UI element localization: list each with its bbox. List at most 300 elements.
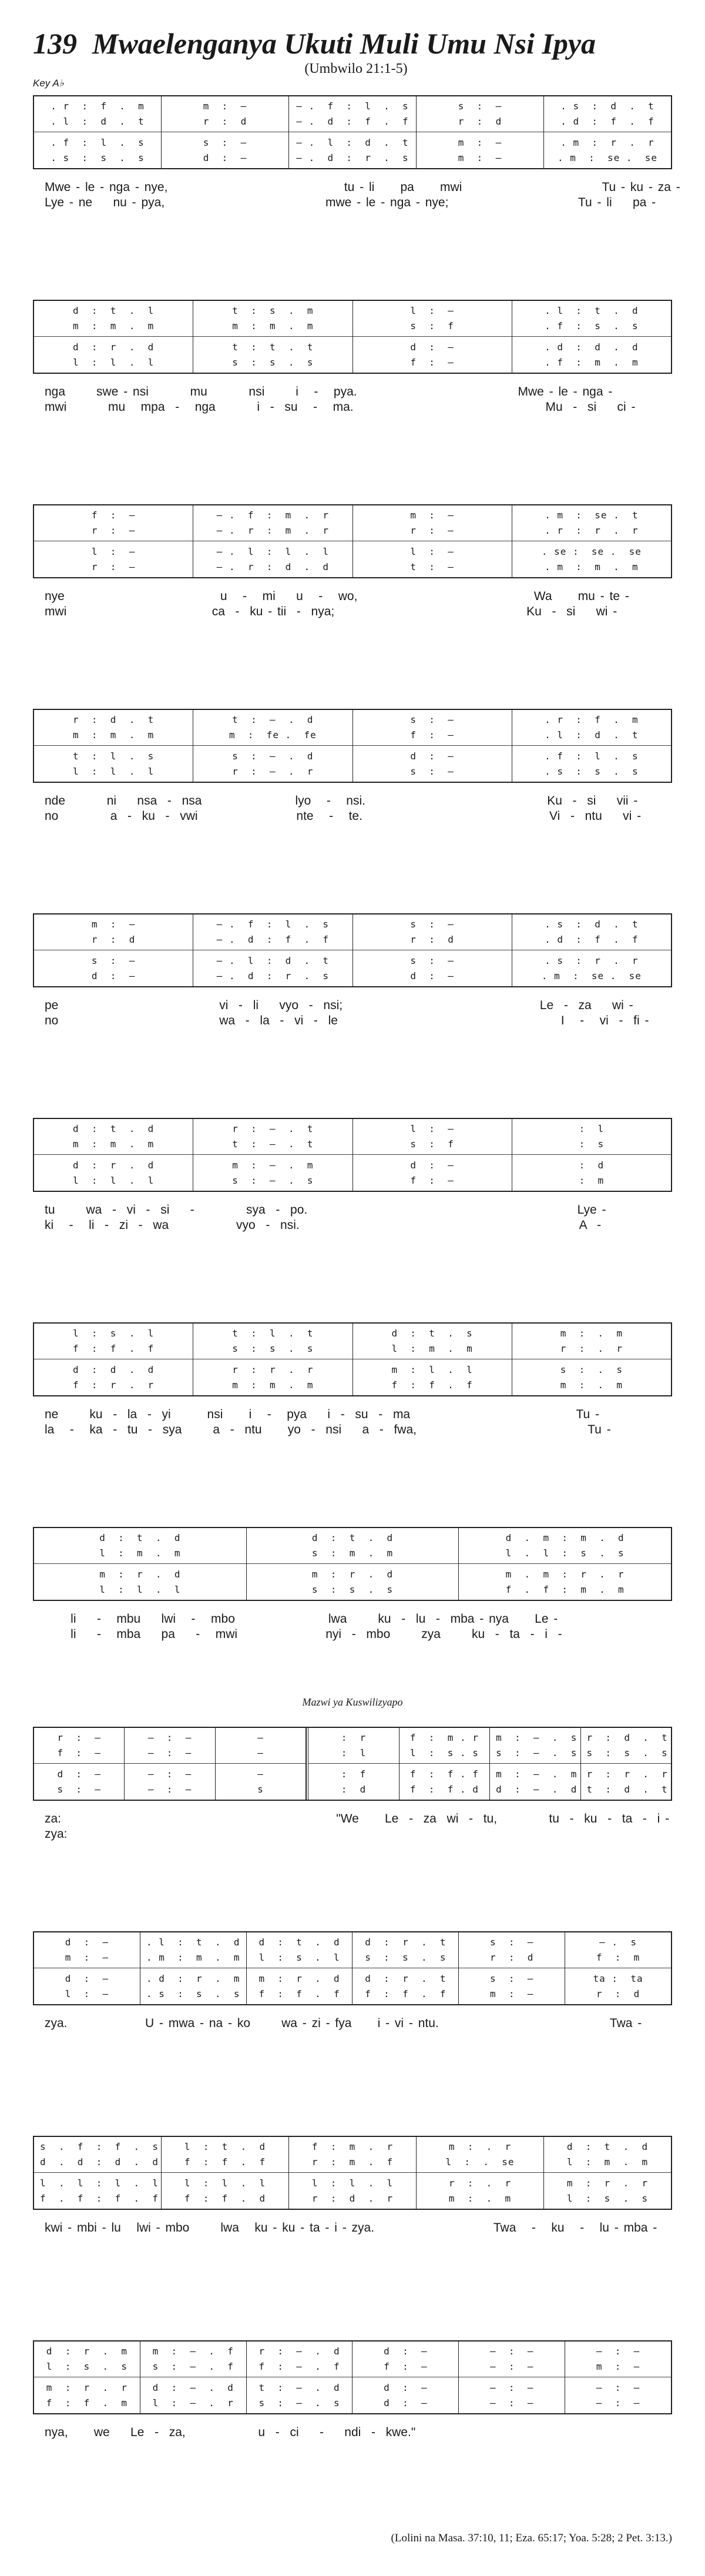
scripture-reference: (Umbwilo 21:1-5) [304, 61, 408, 76]
lyric-line: li - mbu lwi - mbo lwa ku - lu - mba - nya Le - [45, 1612, 558, 1626]
solfa-notes: — : — [147, 1784, 192, 1795]
measure [353, 301, 512, 373]
stave-divider [289, 2172, 416, 2173]
solfa-notes: d : – . d [152, 2382, 234, 2393]
score-system [33, 95, 680, 210]
solfa-notes: s : – . s [232, 1175, 314, 1186]
solfa-notes: s : m . m [311, 1547, 394, 1559]
solfa-notes: : m [579, 1175, 605, 1186]
lyric-line: Mwe - le - nga - nye, tu - li pa mwi Tu - ku - za - [45, 180, 680, 194]
score-system [33, 2136, 672, 2236]
solfa-notes: f : f . d [184, 2193, 266, 2204]
measure [400, 1728, 490, 1800]
measure [34, 1728, 125, 1800]
solfa-notes: — : — [596, 2346, 640, 2357]
solfa-notes: m : — [65, 1952, 109, 1963]
stave-divider [353, 745, 512, 746]
solfa-notes: s : – . d [232, 751, 314, 762]
solfa-notes: . d : f . f [545, 934, 639, 945]
solfa-notes: s : — [410, 919, 454, 930]
solfa-notes: d : t . d [258, 1937, 340, 1948]
solfa-notes: d : t . s [391, 1328, 473, 1339]
solfa-notes: r : d . t [73, 714, 155, 725]
solfa-notes: – . d : f . f [216, 934, 330, 945]
solfa-notes: . d : f . f [560, 116, 654, 127]
stave-divider [400, 1763, 489, 1764]
solfa-notes: m : r . d [311, 1569, 394, 1580]
solfa-notes: r : — [91, 525, 136, 536]
solfa-notes: d : — [410, 1160, 454, 1171]
stave-divider [125, 1763, 214, 1764]
solfa-notes: s : s . s [586, 1747, 668, 1758]
solfa-notes: m : . r [448, 2141, 512, 2152]
solfa-notes: m : l . l [391, 1364, 473, 1375]
solfa-notes: r : — [57, 1732, 101, 1743]
solfa-notes: l : m . m [566, 2156, 649, 2168]
solfa-notes: f : f . f [258, 1988, 340, 1999]
solfa-notes: . s : r . r [545, 955, 639, 966]
solfa-notes: r : d [596, 1988, 640, 1999]
solfa-notes: l : l . l [311, 2178, 394, 2189]
solfa-notes: d : r . t [365, 1937, 446, 1948]
solfa-notes: l : s . s [566, 2193, 649, 2204]
solfa-notes: — : — [596, 2382, 640, 2393]
lyric-line: mwi mu mpa - nga i - su - ma. Mu - si ci - [45, 400, 636, 414]
measure [34, 1528, 247, 1600]
solfa-notes: l : — [410, 546, 454, 557]
lyric-line: no wa - la - vi - le I - vi - fi - [45, 1014, 649, 1027]
solfa-notes: d . m : m . d [505, 1532, 625, 1543]
solfa-notes: m : m . m [232, 320, 314, 331]
score-system [33, 504, 672, 619]
measure [544, 96, 671, 168]
solfa-notes: r : d [91, 934, 136, 945]
solfa-notes: . m : se . t [545, 510, 639, 521]
solfa-notes: — : — [490, 2397, 534, 2408]
solfa-notes: d : r . t [365, 1973, 446, 1984]
solfa-notes: – . r : d . d [216, 561, 330, 572]
measure [459, 2341, 565, 2413]
lyric-line: Lye - ne nu - pya, mwe - le - nga - nye; Tu - li pa - [45, 196, 656, 209]
measure [512, 710, 671, 782]
solfa-notes: l : — [410, 1123, 454, 1134]
solfa-notes: m : m . m [73, 729, 155, 741]
solfa-notes: — : — [490, 2361, 534, 2372]
measure [162, 2137, 289, 2209]
solfa-notes: . m : se . se [541, 970, 642, 982]
solfa-notes: m : r . r [566, 2178, 649, 2189]
solfa-notes: s : s . s [311, 1584, 394, 1595]
stave-divider [162, 2172, 288, 2173]
solfa-notes: . s : s . s [146, 1988, 240, 1999]
measure [193, 505, 352, 577]
solfa-notes: m : – . f [152, 2346, 234, 2357]
solfa-notes: l : l . l [73, 357, 155, 368]
stave-divider [34, 1563, 246, 1564]
stave-divider [417, 2172, 543, 2173]
measure [565, 1932, 671, 2004]
stave-divider [34, 1763, 124, 1764]
solfa-notes: s : – . s [496, 1747, 578, 1758]
solfa-notes: f : m [596, 1952, 640, 1963]
score-system [33, 1727, 672, 1842]
solfa-notes: — [257, 1747, 264, 1758]
solfa-notes: f . f : f . f [40, 2193, 159, 2204]
solfa-notes: t : l . t [232, 1328, 314, 1339]
solfa-notes: d : – . d [496, 1784, 578, 1795]
stave-divider [512, 1154, 671, 1155]
solfa-notes: f . f : m . m [505, 1584, 625, 1595]
solfa-notes: t : – . t [232, 1138, 314, 1150]
solfa-notes: f : — [410, 729, 454, 741]
solfa-notes: – . f : l . s [216, 919, 330, 930]
measure [289, 96, 417, 168]
solfa-notes: t : t . t [232, 341, 314, 353]
stave-divider [34, 2172, 161, 2173]
measure [353, 1324, 512, 1395]
solfa-notes: f : – . f [258, 2361, 340, 2372]
solfa-notes: m : r . d [258, 1973, 340, 1984]
solfa-notes: . m : m . m [146, 1952, 240, 1963]
measure [565, 2341, 671, 2413]
solfa-notes: . l : t . d [146, 1937, 240, 1948]
measure [353, 710, 512, 782]
solfa-notes: r : d [203, 116, 247, 127]
measure [193, 1324, 352, 1395]
solfa-notes: . se : se . se [541, 546, 642, 557]
solfa-notes: l : l . l [73, 1175, 155, 1186]
solfa-notes: f : — [384, 2361, 428, 2372]
solfa-notes: m : r . d [99, 1569, 181, 1580]
staff-block [33, 300, 672, 374]
staff-block [33, 1931, 672, 2005]
solfa-notes: l : l . l [73, 766, 155, 777]
solfa-notes: . r : f . m [51, 101, 145, 112]
solfa-notes: l : l . l [99, 1584, 181, 1595]
measure [193, 915, 352, 986]
solfa-notes: d : r . d [73, 1160, 155, 1171]
solfa-notes: — : — [596, 2397, 640, 2408]
hymn-number: 139 [33, 27, 77, 60]
lyric-line: kwi - mbi - lu lwi - mbo lwa ku - ku - ta - i - zya. Twa - ku - lu - mba - [45, 2221, 657, 2235]
measure [417, 2137, 544, 2209]
solfa-notes: . f : l . s [51, 137, 145, 148]
solfa-notes: l : — [65, 1988, 109, 1999]
measure [512, 915, 671, 986]
measure [162, 96, 289, 168]
measure [34, 710, 193, 782]
solfa-notes: l : t . d [184, 2141, 266, 2152]
solfa-notes: t : l . s [73, 751, 155, 762]
solfa-notes: r : — [410, 525, 454, 536]
score-system [33, 2340, 672, 2440]
stave-divider [34, 1154, 193, 1155]
measure [34, 1324, 193, 1395]
measure [417, 96, 544, 168]
measure [140, 1932, 247, 2004]
solfa-notes: – . d : r . s [296, 152, 409, 163]
solfa-notes: s : s . s [365, 1952, 446, 1963]
solfa-notes: : r [341, 1732, 367, 1743]
solfa-notes: . r : f . m [545, 714, 639, 725]
solfa-notes: l : . se [445, 2156, 515, 2168]
solfa-notes: d : t . d [99, 1532, 181, 1543]
staff-block [33, 913, 672, 987]
solfa-notes: m : r . r [46, 2382, 128, 2393]
solfa-notes: r : — [91, 561, 136, 572]
measure [353, 1119, 512, 1191]
solfa-notes: l : s . s [46, 2361, 128, 2372]
staff-block [33, 2136, 672, 2210]
solfa-notes: s . f : f . s [40, 2141, 159, 2152]
solfa-notes: f : f . f [409, 1768, 479, 1780]
measure [34, 1119, 193, 1191]
lyric-line: nya, we Le - za, u - ci - ndi - kwe." [45, 2426, 416, 2439]
lyric-line: li - mba pa - mwi nyi - mbo zya ku - ta - i - [45, 1627, 562, 1641]
solfa-notes: – . s [599, 1937, 637, 1948]
solfa-notes: f : — [410, 357, 454, 368]
staff-block [33, 1527, 672, 1601]
measure [34, 505, 193, 577]
solfa-notes: t : s . m [232, 305, 314, 316]
lyric-line: mwi ca - ku - tii - nya; Ku - si wi - [45, 605, 617, 618]
solfa-notes: . f : s . s [545, 320, 639, 331]
solfa-notes: : f [341, 1768, 367, 1780]
solfa-notes: d : — [65, 1937, 109, 1948]
solfa-notes: : s [579, 1138, 605, 1150]
solfa-notes: l : s . l [258, 1952, 340, 1963]
solfa-notes: s : — [490, 1937, 534, 1948]
solfa-notes: — [257, 1732, 264, 1743]
solfa-notes: s : — [57, 1784, 101, 1795]
solfa-notes: r : – . t [232, 1123, 314, 1134]
solfa-notes: s : — [410, 766, 454, 777]
key-signature: Key A♭ [33, 78, 64, 89]
solfa-notes: r : d [490, 1952, 534, 1963]
solfa-notes: s : — [410, 955, 454, 966]
solfa-notes: . s : d . t [545, 919, 639, 930]
solfa-notes: d : d . d [73, 1364, 155, 1375]
solfa-notes: – . l : l . l [216, 546, 330, 557]
stave-divider [247, 1563, 459, 1564]
solfa-notes: – . l : d . t [216, 955, 330, 966]
solfa-notes: : l [579, 1123, 605, 1134]
solfa-notes: . r : r . r [545, 525, 639, 536]
lyric-line: za: "We Le - za wi - tu, tu - ku - ta - i - [45, 1812, 670, 1825]
refrain-label: Mazwi ya Kuswilizyapo [302, 1696, 403, 1708]
stave-divider [193, 1154, 352, 1155]
score-system [33, 1322, 672, 1438]
hymn-header [33, 26, 679, 76]
solfa-notes: f : m . r [409, 1732, 479, 1743]
solfa-notes: t : d . t [586, 1784, 668, 1795]
solfa-notes: d : — [410, 970, 454, 982]
measure [512, 1119, 671, 1191]
stave-divider [353, 1154, 512, 1155]
score-system [33, 709, 672, 824]
solfa-notes: d : t . d [311, 1532, 394, 1543]
measure [34, 2137, 162, 2209]
measure [306, 1728, 399, 1800]
solfa-notes: s : s . s [232, 357, 314, 368]
hymn-title [33, 26, 679, 61]
staff-block [33, 1118, 672, 1192]
solfa-notes: m : — [91, 919, 136, 930]
solfa-notes: d : t . d [73, 1123, 155, 1134]
solfa-notes: ta : ta [593, 1973, 643, 1984]
solfa-notes: d : — [65, 1973, 109, 1984]
solfa-notes: s : — [458, 101, 502, 112]
solfa-notes: r : . r [448, 2178, 512, 2189]
solfa-notes: — : — [147, 1732, 192, 1743]
solfa-notes: m : fe . fe [229, 729, 317, 741]
solfa-notes: f : f . f [365, 1988, 446, 1999]
solfa-notes: s : f [410, 320, 454, 331]
stave-divider [308, 1763, 398, 1764]
solfa-notes: . d : d . d [545, 341, 639, 353]
solfa-notes: f : — [410, 1175, 454, 1186]
solfa-notes: – . d : f . f [296, 116, 409, 127]
solfa-notes: l : m . m [391, 1343, 473, 1354]
stave-divider [544, 2172, 671, 2173]
solfa-notes: d : — [384, 2346, 428, 2357]
stave-divider [459, 1563, 671, 1564]
solfa-notes: m : – . s [496, 1732, 578, 1743]
measure [353, 505, 512, 577]
measure [352, 2341, 459, 2413]
solfa-notes: d : — [91, 970, 136, 982]
solfa-notes: – . d : r . s [216, 970, 330, 982]
solfa-notes: . l : t . d [545, 305, 639, 316]
solfa-notes: d : — [57, 1768, 101, 1780]
measure [34, 1932, 140, 2004]
solfa-notes: t : – . d [232, 714, 314, 725]
lyric-line: tu wa - vi - si - sya - po. Lye - [45, 1203, 606, 1217]
solfa-notes: m : . m [448, 2193, 512, 2204]
solfa-notes: . s : s . s [545, 766, 639, 777]
staff-block [33, 95, 672, 169]
solfa-notes: : d [341, 1784, 367, 1795]
solfa-notes: s [257, 1784, 264, 1795]
score-system [33, 1527, 672, 1642]
measure [512, 301, 671, 373]
lyric-line: nde ni nsa - nsa lyo - nsi. Ku - si vii - [45, 794, 638, 808]
solfa-notes: l . l : s . s [505, 1547, 625, 1559]
solfa-notes: s : f [410, 1138, 454, 1150]
solfa-notes: r : d [458, 116, 502, 127]
measure [34, 301, 193, 373]
measure [34, 2341, 140, 2413]
solfa-notes: r : – . d [258, 2346, 340, 2357]
solfa-notes: m : — [458, 152, 502, 163]
stave-divider [193, 745, 352, 746]
stave-divider [353, 336, 512, 337]
lyric-line: la - ka - tu - sya a - ntu yo - nsi a - fwa, Tu - [45, 1423, 611, 1436]
solfa-notes: d : — [410, 341, 454, 353]
solfa-notes: d : t . l [73, 305, 155, 316]
measure [352, 1932, 459, 2004]
solfa-notes: – . f : m . r [216, 510, 330, 521]
solfa-notes: l : l . l [184, 2178, 266, 2189]
lyric-line: zya: [45, 1827, 68, 1841]
score-system [33, 1118, 672, 1233]
solfa-notes: l : – . r [152, 2397, 234, 2408]
solfa-notes: s : – . s [258, 2397, 340, 2408]
solfa-notes: . s : s . s [51, 152, 145, 163]
lyric-line: zya. U - mwa - na - ko wa - zi - fya i - vi - ntu. Twa - [45, 2016, 642, 2030]
solfa-notes: r : m . f [311, 2156, 394, 2168]
staff-block [33, 504, 672, 578]
solfa-notes: l . l : l . l [40, 2178, 159, 2189]
solfa-notes: d : r . d [73, 341, 155, 353]
solfa-notes: r : – . r [232, 766, 314, 777]
solfa-notes: m : m . m [232, 1379, 314, 1391]
solfa-notes: d : — [384, 2397, 428, 2408]
solfa-notes: — [257, 1768, 264, 1780]
solfa-notes: . f : l . s [545, 751, 639, 762]
solfa-notes: t : — [410, 561, 454, 572]
solfa-notes: — : — [490, 2346, 534, 2357]
solfa-notes: . m : r . r [560, 137, 654, 148]
solfa-notes: r : d . r [311, 2193, 394, 2204]
measure [247, 2341, 353, 2413]
solfa-notes: m : — [458, 137, 502, 148]
measure [193, 1119, 352, 1191]
measure [544, 2137, 671, 2209]
measure [193, 710, 352, 782]
measure [247, 1932, 353, 2004]
solfa-notes: f : f . m [46, 2397, 128, 2408]
measure [247, 1528, 459, 1600]
solfa-notes: l : s . s [409, 1747, 479, 1758]
solfa-notes: d . d : d . d [40, 2156, 159, 2168]
hymn-title-text: Mwaelenganya Ukuti Muli Umu Nsi Ipya [92, 27, 596, 60]
solfa-notes: s : — [490, 1973, 534, 1984]
solfa-notes: m : . m [560, 1328, 623, 1339]
solfa-notes: — : — [490, 2382, 534, 2393]
solfa-notes: l : — [410, 305, 454, 316]
solfa-notes: d : — [384, 2382, 428, 2393]
stave-divider [512, 336, 671, 337]
solfa-notes: m : — [203, 101, 247, 112]
measure [459, 1528, 671, 1600]
solfa-notes: d : r . m [46, 2346, 128, 2357]
solfa-notes: d : — [410, 751, 454, 762]
lyric-line: ki - li - zi - wa vyo - nsi. A - [45, 1218, 602, 1232]
solfa-notes: m : — [596, 2361, 640, 2372]
stave-divider [34, 336, 193, 337]
solfa-notes: – . r : m . r [216, 525, 330, 536]
measure [289, 2137, 417, 2209]
solfa-notes: s : s . s [232, 1343, 314, 1354]
solfa-notes: r : . r [560, 1343, 623, 1354]
measure [512, 1324, 671, 1395]
solfa-notes: s : — [91, 955, 136, 966]
solfa-notes: m : — [490, 1988, 534, 1999]
solfa-notes: m : — [410, 510, 454, 521]
solfa-notes: r : d [410, 934, 454, 945]
solfa-notes: . m : m . m [545, 561, 639, 572]
lyric-line: pe vi - li vyo - nsi; Le - za wi - [45, 999, 633, 1012]
solfa-notes: l : — [91, 546, 136, 557]
lyric-line: ne ku - la - yi nsi i - pya i - su - ma Tu - [45, 1408, 599, 1421]
solfa-notes: . f : m . m [545, 357, 639, 368]
stave-divider [490, 1763, 580, 1764]
solfa-notes: m : – . m [496, 1768, 578, 1780]
measure [125, 1728, 215, 1800]
lyric-line: nye u - mi u - wo, Wa mu - te - [45, 589, 629, 603]
solfa-notes: r : d . t [586, 1732, 668, 1743]
